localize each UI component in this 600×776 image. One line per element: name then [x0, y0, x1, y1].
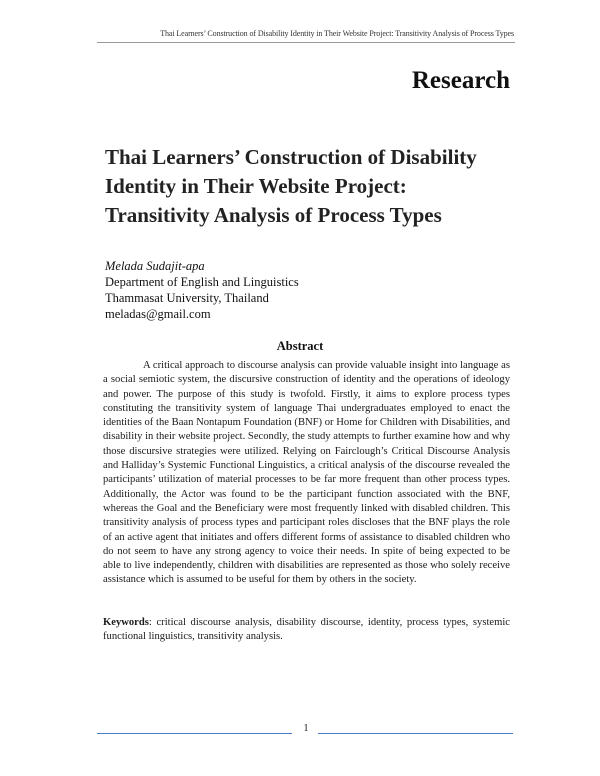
footer-rule-right: [318, 733, 513, 734]
abstract-body: A critical approach to discourse analysis can provide valuable insight into language as a social semiotic system, the discursive construction of identity and the operations of ideology and power. The purpose of this study is twofold. Firstly, it aims to explore process types constituting the transitivity system of language Thai undergraduates employed to enact the identities of the Baan Nontapum Foundation (BNF) or Home for Children with Disabilities, and disability in their website project. Secondly, the study attempts to further examine how and why those discursive strategies were utilized. Relying on Fairclough’s Critical Discourse Analysis and Halliday’s Systemic Functional Linguistics, a critical analysis of the discourse revealed the participants’ utilization of material processes to be far more frequent than other process types. Additionally, the Actor was found to be the participant function associated with the BNF, whereas the Goal and the Beneficiary were most frequently linked with disabled children. This transitivity analysis of process types and participant roles discloses that the BNF plays the role of an active agent that initiates and offers different forms of assistance to disabled children who do not seem to have any strong agency to voice their needs. In spite of being expected to be able to live independently, children with disabilities are represented as those who solely receive assistance which is assumed to be useful for them by others in the society.: [103, 360, 510, 586]
header-rule: [97, 42, 515, 43]
footer-rule-left: [97, 733, 292, 734]
abstract-heading: Abstract: [276, 339, 324, 353]
title-line: Transitivity Analysis of Process Types: [105, 203, 442, 227]
paper-title: [105, 143, 525, 230]
title-line: Thai Learners’ Construction of Disability: [105, 145, 477, 169]
running-header: Thai Learners’ Construction of Disability Identity in Their Website Project: Transitivity Analysis of Process Types: [160, 29, 514, 38]
title-line: Identity in Their Website Project:: [105, 174, 407, 198]
section-label: Research: [411, 67, 510, 94]
author-department: Department of English and Linguistics: [105, 275, 299, 289]
page-number: 1: [303, 723, 309, 734]
keywords-text: : critical discourse analysis, disability discourse, identity, process types, systemic functional linguistics, transitivity analysis.: [103, 617, 510, 643]
author-email: meladas@gmail.com: [105, 307, 211, 321]
keywords-label: Keywords: [103, 617, 149, 628]
author-block: [105, 258, 299, 322]
keywords-paragraph: [103, 616, 510, 645]
author-institution: Thammasat University, Thailand: [105, 291, 269, 305]
author-name: Melada Sudajit-apa: [105, 259, 205, 273]
